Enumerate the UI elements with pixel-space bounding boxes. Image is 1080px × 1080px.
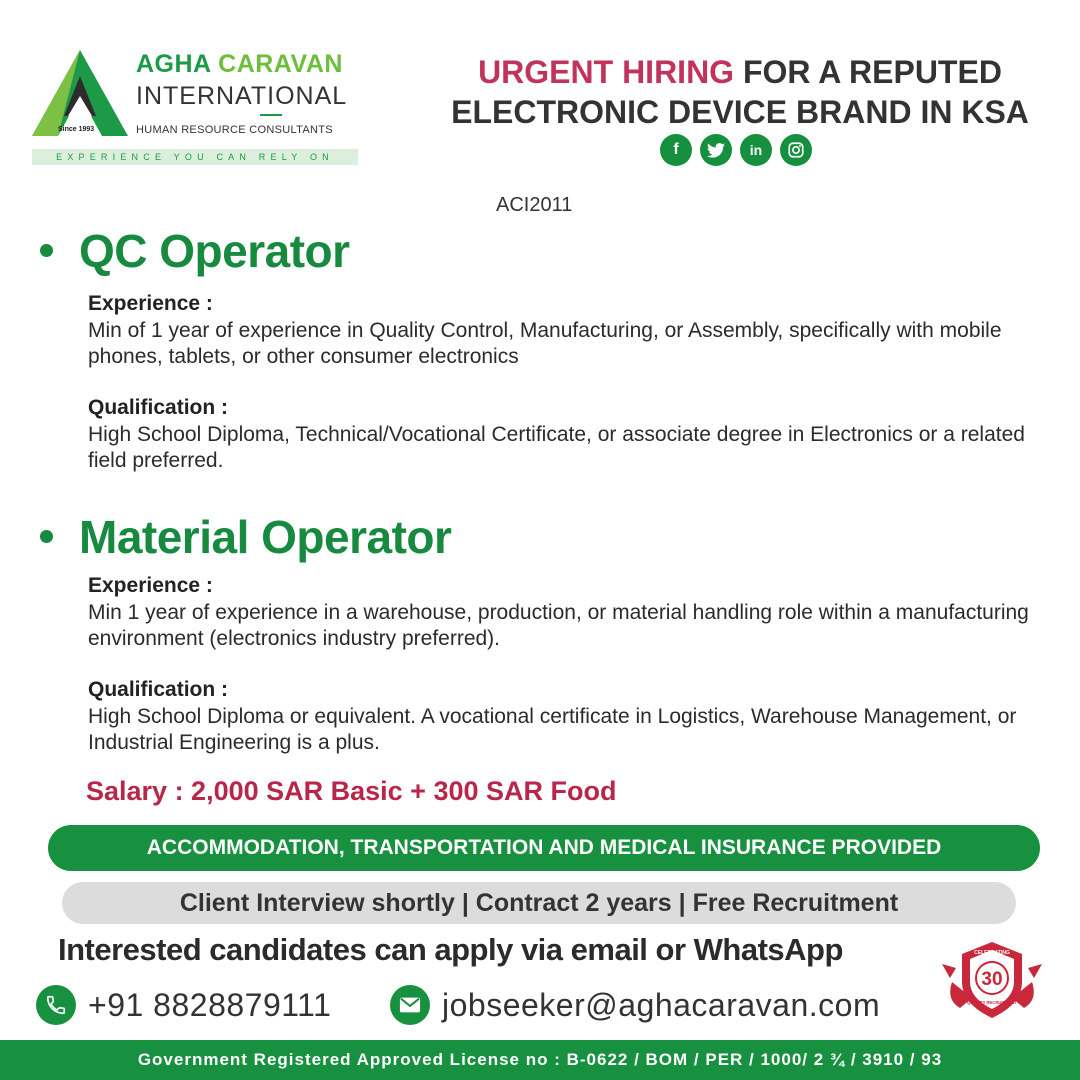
qualification-label: Qualification : [88, 396, 229, 419]
linkedin-icon[interactable]: in [740, 134, 772, 166]
anniversary-badge-icon [942, 938, 1042, 1022]
experience-label: Experience : [88, 574, 213, 597]
headline-line2: ELECTRONIC DEVICE BRAND IN KSA [451, 94, 1029, 130]
logo-name-part2: CARAVAN [218, 50, 343, 78]
experience-label: Experience : [88, 292, 213, 315]
footer-license: Government Registered Approved License no : B-0622 / BOM / PER / 1000/ 2 ¾ / 3910 / 93 [0, 1040, 1080, 1080]
experience-text: Min 1 year of experience in a warehouse, production, or material handling role within a manufacturing environment (electronics industry preferred). [88, 601, 1029, 650]
salary: Salary : 2,000 SAR Basic + 300 SAR Food [86, 776, 617, 806]
logo-name-line2: INTERNATIONAL [136, 82, 348, 110]
headline [420, 52, 1060, 132]
twitter-icon[interactable] [700, 134, 732, 166]
headline-line1 [420, 52, 1060, 92]
job-title-qc-operator [40, 224, 350, 278]
job-title-text: Material Operator [79, 511, 452, 563]
social-links [660, 134, 812, 166]
bullet-icon [40, 244, 53, 257]
apply-instructions: Interested candidates can apply via email or WhatsApp [58, 932, 843, 967]
terms-banner: Client Interview shortly | Contract 2 years | Free Recruitment [62, 882, 1016, 924]
badge-number: 30 [981, 969, 1003, 990]
job-title-text: QC Operator [79, 225, 350, 277]
facebook-icon[interactable]: f [660, 134, 692, 166]
company-logo [28, 46, 368, 168]
email-icon [390, 985, 430, 1025]
qualification-text: High School Diploma, Technical/Vocational Certificate, or associate degree in Electronics or a related field preferred. [88, 423, 1025, 472]
benefits-banner: ACCOMMODATION, TRANSPORTATION AND MEDICAL INSURANCE PROVIDED [48, 825, 1040, 871]
logo-name-part1: AGHA [136, 50, 211, 78]
job-title-material-operator [40, 510, 451, 564]
logo-tagline: EXPERIENCE YOU CAN RELY ON [32, 149, 358, 165]
instagram-icon[interactable] [780, 134, 812, 166]
badge-arc-bottom: QUALITY RECRUITMENT [967, 1000, 1017, 1005]
reference-code: ACI2011 [496, 194, 573, 216]
logo-subtitle: HUMAN RESOURCE CONSULTANTS [136, 124, 333, 136]
logo-since: Since 1993 [58, 126, 95, 133]
phone-number[interactable]: +91 8828879111 [88, 986, 332, 1023]
email-contact[interactable] [390, 985, 880, 1025]
headline-urgent: URGENT HIRING [478, 54, 735, 90]
phone-icon [36, 985, 76, 1025]
qualification-text: High School Diploma or equivalent. A vocational certificate in Logistics, Warehouse Management, or Industrial Engineering is a plus. [88, 705, 1017, 754]
experience-text: Min of 1 year of experience in Quality Control, Manufacturing, or Assembly, specifically with mobile phones, tablets, or other consumer electronics [88, 319, 1002, 368]
logo-divider [260, 114, 282, 116]
bullet-icon [40, 530, 53, 543]
qualification-label: Qualification : [88, 678, 229, 701]
headline-rest: FOR A REPUTED [742, 54, 1002, 90]
email-address[interactable]: jobseeker@aghacaravan.com [442, 986, 881, 1023]
badge-arc-top: CELEBRATING [974, 950, 1010, 956]
phone-contact[interactable] [36, 985, 331, 1025]
logo-name-line1 [136, 50, 343, 79]
